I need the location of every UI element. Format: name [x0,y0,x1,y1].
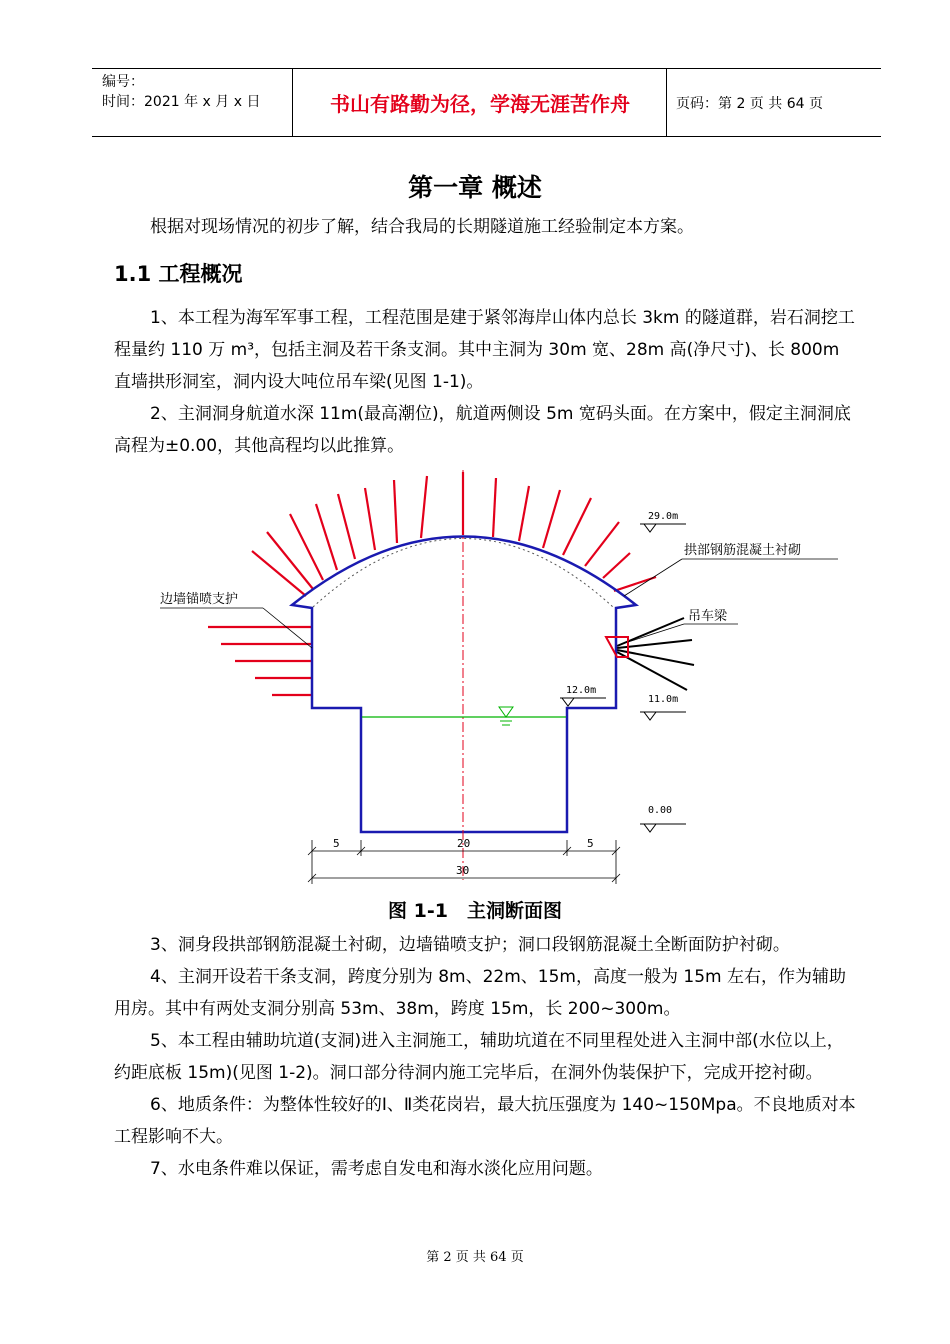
header-page-info: 页码：第 2 页 共 64 页 [676,96,823,112]
header-time: 时间：2021 年 x 月 x 日 [102,94,261,110]
dimension-label: 20 [457,837,471,850]
page-footer: 第 2 页 共 64 页 [426,1250,524,1265]
paragraph: 3、洞身段拱部钢筋混凝土衬砌，边墙锚喷支护；洞口段钢筋混凝土全断面防护衬砌。 [150,935,790,955]
body-text-bottom [114,929,860,1185]
chapter-title: 第一章 概述 [408,173,542,202]
header-meta [102,72,260,112]
water-symbol [499,707,513,725]
dimension-label: 5 [587,837,594,850]
elevation-label: 29.0m [648,511,679,522]
arch-lining-label: 拱部钢筋混凝土衬砌 [684,543,802,558]
elevation-label: 0.00 [648,805,673,816]
header-code: 编号： [102,74,144,90]
body-text-top [114,302,860,462]
paragraph: 5、本工程由辅助坑道(支洞)进入主洞施工，辅助坑道在不同里程处进入主洞中部(水位以上，约距底板 15m)(见图 1-2)。洞口部分待洞内施工完毕后，在洞外伪装保护下，完成开挖衬砌。 [114,1031,844,1083]
paragraph: 1、本工程为海军军事工程，工程范围是建于紧邻海岸山体内总长 3km 的隧道群，岩石洞挖工程量约 110 万 m³，包括主洞及若干条支洞。其中主洞为 30m 宽、28m 高(净尺寸)、长 800m 直墙拱形洞室，洞内设大吨位吊车梁(见图 1-1)。 [114,308,855,392]
intro-paragraph [114,211,860,243]
elevation-markers [560,524,686,832]
crane-beam-label: 吊车梁 [688,609,728,624]
section-heading: 1.1 工程概况 [114,262,243,286]
tunnel-section-figure [0,460,950,890]
paragraph: 6、地质条件：为整体性较好的Ⅰ、Ⅱ类花岗岩，最大抗压强度为 140~150Mpa。不良地质对本工程影响不大。 [114,1095,856,1147]
elevation-label: 11.0m [648,694,679,705]
header-divider [292,69,293,136]
dimension-label: 5 [333,837,340,850]
label-leaders [160,559,838,648]
dimension-label: 30 [456,864,470,877]
side-wall-label: 边墙锚喷支护 [160,592,239,607]
header-motto: 书山有路勤为径，学海无涯苦作舟 [330,92,630,116]
paragraph: 7、水电条件难以保证，需考虑自发电和海水淡化应用问题。 [150,1159,603,1179]
rock-bolts [208,472,656,695]
paragraph: 2、主洞洞身航道水深 11m(最高潮位)，航道两侧设 5m 宽码头面。在方案中，假定主洞洞底高程为±0.00，其他高程均以此推算。 [114,404,851,456]
elevation-label: 12.0m [566,685,597,696]
figure-caption: 图 1-1 主洞断面图 [388,900,562,922]
page-header [92,68,881,137]
intro-text: 根据对现场情况的初步了解，结合我局的长期隧道施工经验制定本方案。 [150,217,694,237]
paragraph: 4、主洞开设若干条支洞，跨度分别为 8m、22m、15m，高度一般为 15m 左右，作为辅助用房。其中有两处支洞分别高 53m、38m，跨度 15m，长 200~300m。 [114,967,846,1019]
header-divider [666,69,667,136]
